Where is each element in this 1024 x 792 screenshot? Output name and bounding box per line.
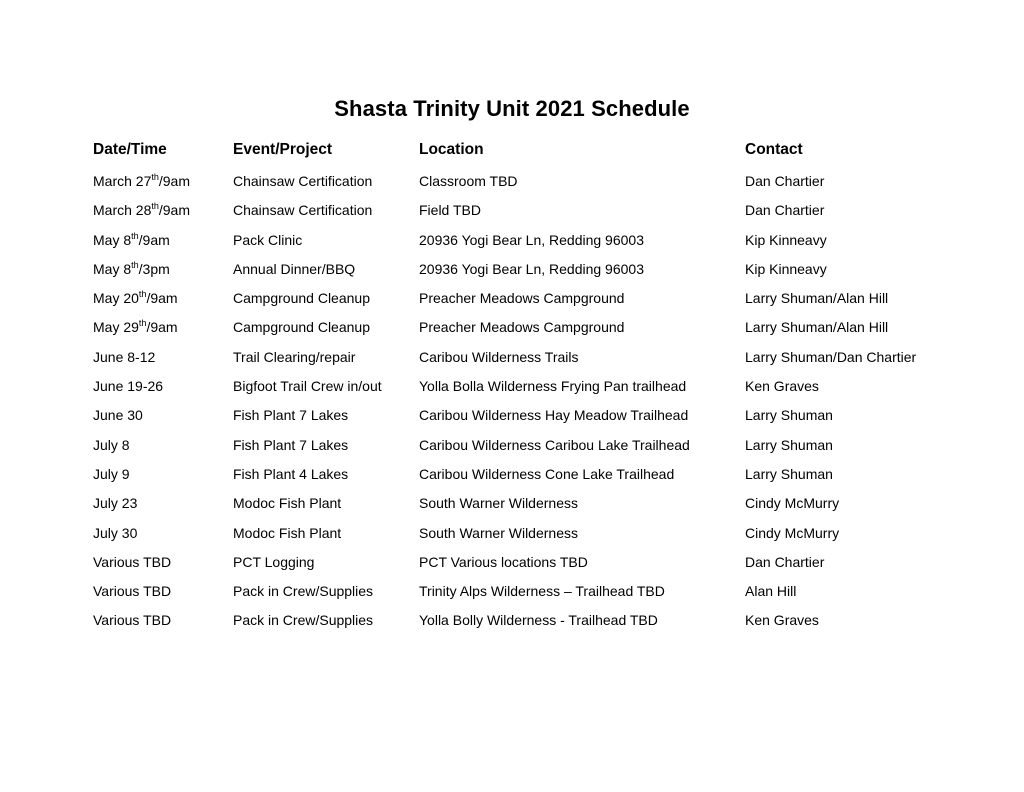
contact-cell: Dan Chartier (745, 553, 825, 570)
header-event-project: Event/Project (233, 141, 333, 158)
date-time-cell (93, 463, 130, 485)
date-ordinal-suffix: th (151, 201, 159, 212)
event-cell: Trail Clearing/repair (233, 348, 356, 365)
date-time-cell (93, 258, 170, 280)
event-cell: Modoc Fish Plant (233, 524, 342, 541)
table-row (93, 258, 973, 287)
location-cell: 20936 Yogi Bear Ln, Redding 96003 (419, 260, 644, 277)
table-row (93, 609, 973, 638)
date-text: June 8-12 (93, 348, 156, 365)
location-cell: 20936 Yogi Bear Ln, Redding 96003 (419, 231, 644, 248)
date-text: July 8 (93, 436, 130, 453)
event-cell: Bigfoot Trail Crew in/out (233, 378, 382, 395)
time-text: /3pm (138, 260, 170, 277)
event-cell: Campground Cleanup (233, 290, 370, 307)
event-cell: Fish Plant 7 Lakes (233, 436, 349, 453)
event-cell: Pack in Crew/Supplies (233, 612, 374, 629)
date-ordinal-suffix: th (138, 318, 147, 329)
date-text: March 28 (93, 202, 152, 219)
location-cell: Preacher Meadows Campground (419, 290, 625, 307)
date-text: July 30 (93, 524, 138, 541)
date-text: Various TBD (93, 583, 172, 600)
table-row (93, 404, 973, 433)
contact-cell: Larry Shuman/Dan Chartier (745, 348, 917, 365)
date-time-cell (93, 346, 155, 368)
location-cell: Yolla Bolly Wilderness - Trailhead TBD (419, 612, 658, 629)
time-text: /9am (138, 231, 170, 248)
date-time-cell (93, 287, 178, 309)
contact-cell: Ken Graves (745, 612, 819, 629)
table-row (93, 316, 973, 345)
header-contact: Contact (745, 141, 803, 158)
contact-cell: Alan Hill (745, 583, 797, 600)
location-cell: Preacher Meadows Campground (419, 319, 625, 336)
time-text: /9am (158, 173, 190, 189)
date-time-cell (93, 609, 171, 631)
event-cell: Pack in Crew/Supplies (233, 583, 374, 600)
event-cell: Campground Cleanup (233, 319, 370, 336)
date-time-cell (93, 316, 178, 338)
date-text: May 8 (93, 260, 132, 277)
table-row (93, 346, 973, 375)
date-text: June 30 (93, 407, 143, 424)
header-date-time: Date/Time (93, 141, 167, 158)
date-time-cell (93, 229, 170, 251)
time-text: /9am (158, 202, 190, 219)
date-text: May 8 (93, 231, 132, 248)
time-text: /9am (146, 290, 178, 307)
date-time-cell (93, 434, 130, 456)
contact-cell: Dan Chartier (745, 202, 825, 219)
location-cell: Caribou Wilderness Cone Lake Trailhead (419, 465, 675, 482)
location-cell: PCT Various locations TBD (419, 553, 588, 570)
date-time-cell (93, 404, 143, 426)
date-text: May 29 (93, 319, 139, 336)
location-cell: Classroom TBD (419, 173, 518, 189)
contact-cell: Larry Shuman (745, 436, 833, 453)
event-cell: Fish Plant 7 Lakes (233, 407, 349, 424)
date-time-cell (93, 522, 137, 544)
table-row (93, 580, 973, 609)
table-row (93, 551, 973, 580)
table-row (93, 170, 973, 199)
event-cell: Fish Plant 4 Lakes (233, 465, 349, 482)
contact-cell: Larry Shuman/Alan Hill (745, 319, 889, 336)
table-body (93, 170, 973, 639)
date-time-cell (93, 551, 171, 573)
date-text: July 9 (93, 465, 130, 482)
location-cell: Caribou Wilderness Caribou Lake Trailhead (419, 436, 690, 453)
location-cell: Field TBD (419, 202, 481, 219)
date-text: Various TBD (93, 612, 172, 629)
page-title: Shasta Trinity Unit 2021 Schedule (334, 96, 690, 121)
date-time-cell (93, 375, 163, 397)
date-ordinal-suffix: th (131, 230, 139, 241)
location-cell: Caribou Wilderness Trails (419, 348, 579, 365)
date-text: June 19-26 (93, 378, 164, 395)
table-row (93, 199, 973, 228)
contact-cell: Cindy McMurry (745, 524, 840, 541)
location-cell: Caribou Wilderness Hay Meadow Trailhead (419, 407, 689, 424)
location-cell: South Warner Wilderness (419, 524, 578, 541)
event-cell: Modoc Fish Plant (233, 495, 342, 512)
time-text: /9am (146, 319, 178, 336)
table-row (93, 229, 973, 258)
date-time-cell (93, 492, 137, 514)
date-time-cell (93, 580, 171, 602)
table-row (93, 287, 973, 316)
date-text: Various TBD (93, 553, 172, 570)
contact-cell: Kip Kinneavy (745, 231, 827, 248)
contact-cell: Dan Chartier (745, 173, 825, 189)
table-header-row (93, 138, 973, 170)
date-text: July 23 (93, 495, 138, 512)
location-cell: South Warner Wilderness (419, 495, 578, 512)
table-row (93, 434, 973, 463)
table-row (93, 463, 973, 492)
schedule-table (93, 138, 973, 639)
date-time-cell (93, 170, 190, 192)
contact-cell: Ken Graves (745, 378, 819, 395)
contact-cell: Larry Shuman (745, 407, 833, 424)
contact-cell: Kip Kinneavy (745, 260, 827, 277)
date-ordinal-suffix: th (151, 172, 159, 182)
date-text: March 27 (93, 173, 152, 189)
contact-cell: Cindy McMurry (745, 495, 840, 512)
event-cell: Chainsaw Certification (233, 202, 373, 219)
event-cell: PCT Logging (233, 553, 315, 570)
event-cell: Annual Dinner/BBQ (233, 260, 356, 277)
header-location: Location (419, 141, 484, 158)
date-ordinal-suffix: th (138, 289, 147, 300)
date-ordinal-suffix: th (131, 259, 139, 270)
contact-cell: Larry Shuman (745, 465, 833, 482)
table-row (93, 375, 973, 404)
table-row (93, 492, 973, 521)
date-text: May 20 (93, 290, 139, 307)
table-row (93, 522, 973, 551)
location-cell: Trinity Alps Wilderness – Trailhead TBD (419, 583, 665, 600)
event-cell: Pack Clinic (233, 231, 303, 248)
event-cell: Chainsaw Certification (233, 173, 373, 189)
date-time-cell (93, 199, 190, 221)
contact-cell: Larry Shuman/Alan Hill (745, 290, 889, 307)
location-cell: Yolla Bolla Wilderness Frying Pan trailhead (419, 378, 687, 395)
